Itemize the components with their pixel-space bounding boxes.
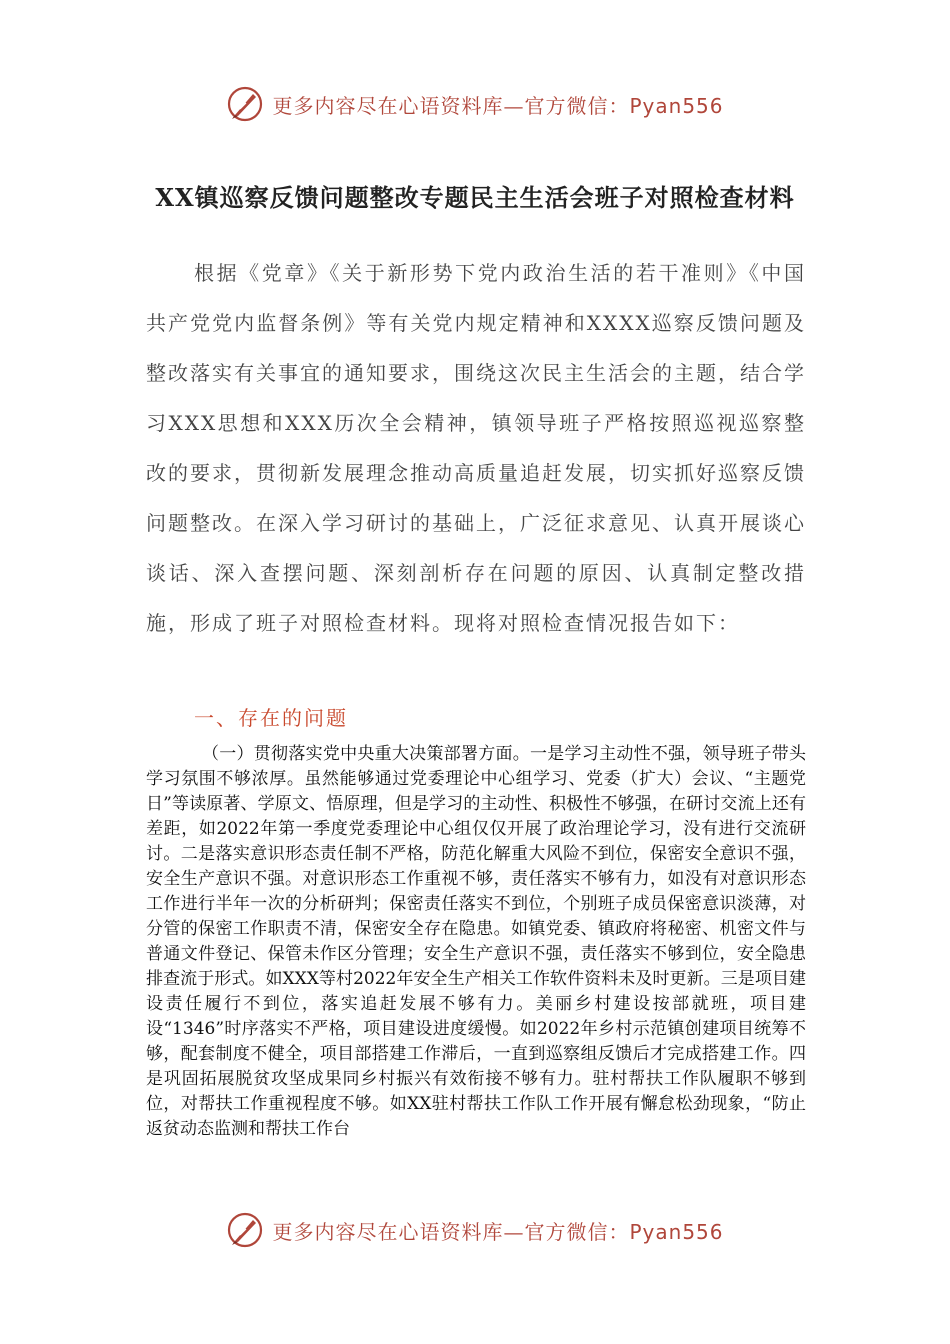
wechat-id: Pyan556 bbox=[629, 1219, 724, 1244]
banner-text: 更多内容尽在心语资料库—官方微信：Pyan556 bbox=[272, 93, 724, 118]
section-body-paragraph: （一）贯彻落实党中央重大决策部署方面。一是学习主动性不强，领导班子带头学习氛围不够浓厚。虽然能够通过党委理论中心组学习、党委（扩大）会议、“主题党日”等读原著、学原文、悟原理，但是学习的主动性、积极性不够强，在研讨交流上还有差距，如2022年第一季度党委理论中心组仅仅开展了政治理论学习，没有进行交流研讨。二是落实意识形态责任制不严格，防范化解重大风险不到位，保密安全意识不强，安全生产意识不强。对意识形态工作重视不够，责任落实不够有力，如没有对意识形态工作进行半年一次的分析研判；保密责任落实不到位，个别班子成员保密意识淡薄，对分管的保密工作职责不清，保密安全存在隐患。如镇党委、镇政府将秘密、机密文件与普通文件登记、保管未作区分管理；安全生产意识不强，责任落实不够到位，安全隐患排查流于形式。如XXX等村2022年安全生产相关工作软件资料未及时更新。三是项目建设责任履行不到位，落实追赶发展不够有力。美丽乡村建设按部就班，项目建设“1346”时序落实不严格，项目建设进度缓慢。如2022年乡村示范镇创建项目统筹不够，配套制度不健全，项目部搭建工作滞后，一直到巡察组反馈后才完成搭建工作。四是巩固拓展脱贫攻坚成果同乡村振兴有效衔接不够有力。驻村帮扶工作队履职不够到位，对帮扶工作重视程度不够。如XX驻村帮扶工作队工作开展有懈怠松劲现象，“防止返贫动态监测和帮扶工作台 bbox=[146, 744, 806, 1139]
header-watermark-banner bbox=[0, 82, 950, 126]
quill-logo-icon bbox=[226, 1211, 264, 1249]
intro-paragraph: 根据《党章》《关于新形势下党内政治生活的若干准则》《中国共产党党内监督条例》等有关党内规定精神和XXXX巡察反馈问题及整改落实有关事宜的通知要求，围绕这次民主生活会的主题，结合学习XXX思想和XXX历次全会精神，镇领导班子严格按照巡视巡察整改的要求，贯彻新发展理念推动高质量追赶发展，切实抓好巡察反馈问题整改。在深入学习研讨的基础上，广泛征求意见、认真开展谈心谈话、深入查摆问题、深刻剖析存在问题的原因、认真制定整改措施，形成了班子对照检查材料。现将对照检查情况报告如下： bbox=[146, 261, 806, 635]
banner-text: 更多内容尽在心语资料库—官方微信：Pyan556 bbox=[272, 1219, 724, 1244]
quill-logo-icon bbox=[226, 85, 264, 123]
section-heading-problems: 一、存在的问题 bbox=[194, 706, 348, 730]
wechat-id: Pyan556 bbox=[629, 93, 724, 118]
footer-watermark-banner bbox=[0, 1208, 950, 1252]
document-title: XX镇巡察反馈问题整改专题民主生活会班子对照检查材料 bbox=[155, 183, 795, 212]
